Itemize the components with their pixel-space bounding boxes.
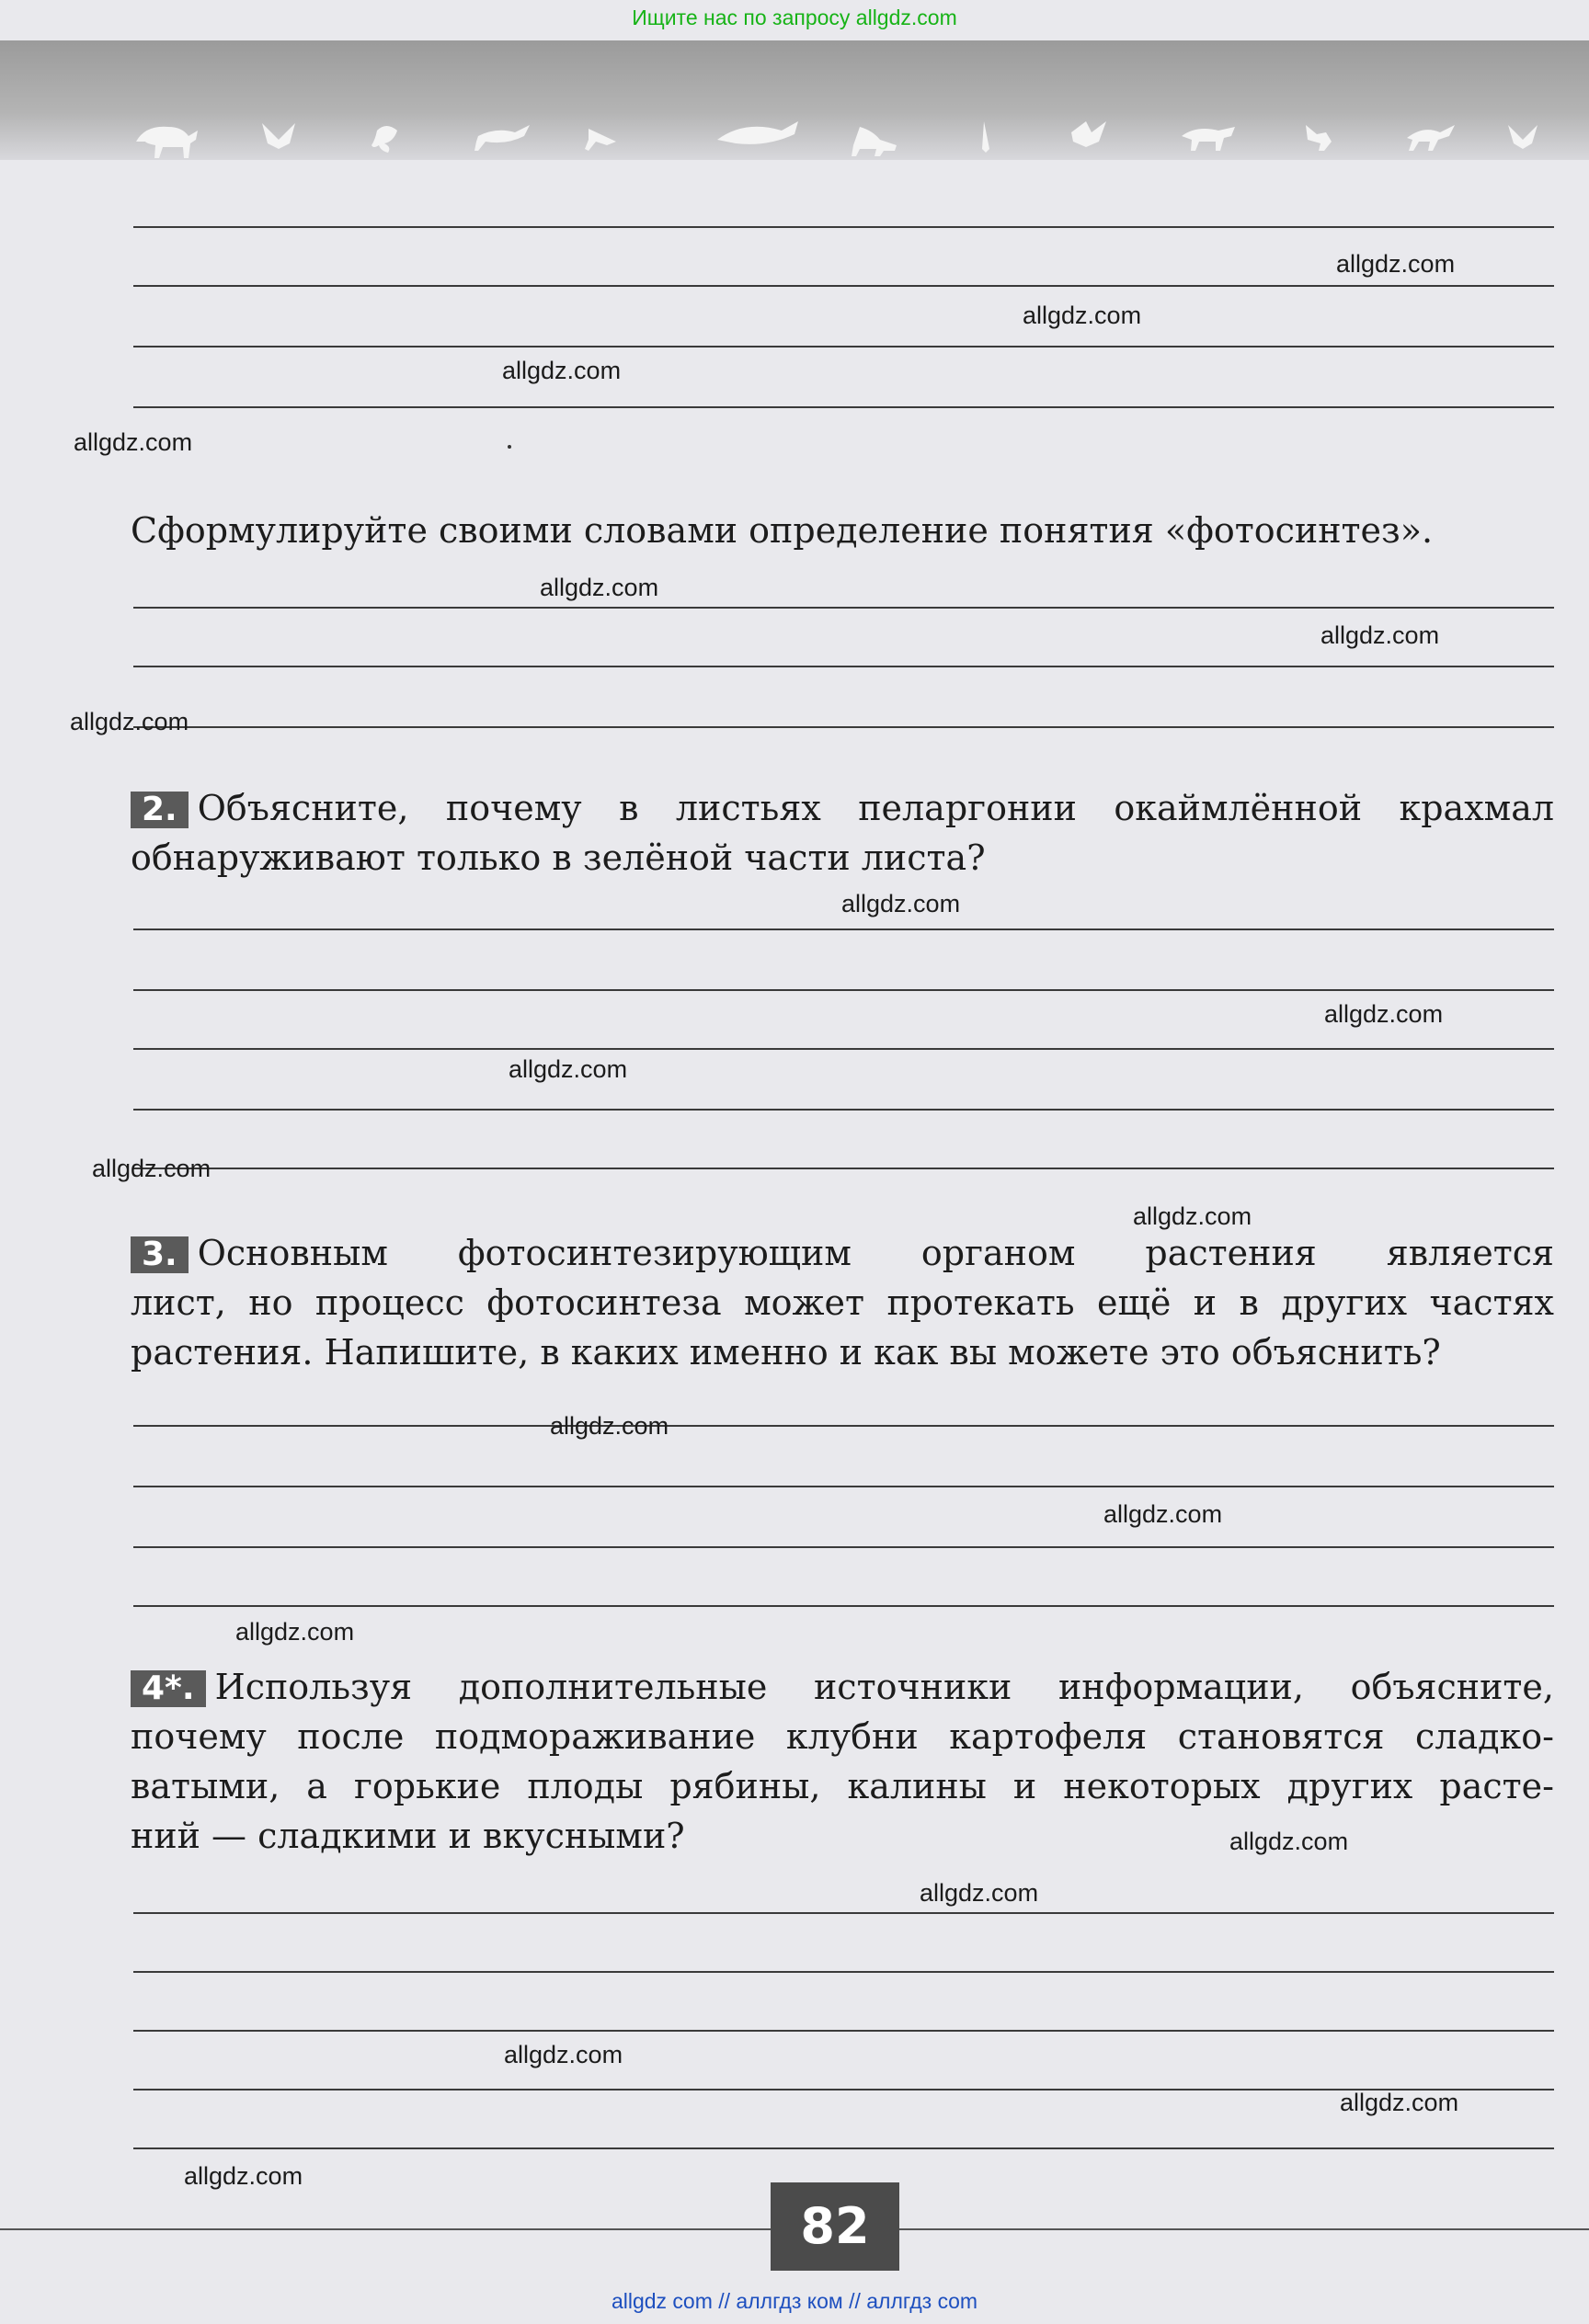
question-2 <box>131 783 1554 883</box>
answer-line[interactable] <box>133 226 1554 228</box>
watermark: allgdz.com <box>74 428 193 456</box>
watermark: allgdz.com <box>184 2162 303 2190</box>
answer-line[interactable] <box>133 2030 1554 2032</box>
watermark: allgdz.com <box>540 574 659 601</box>
question-4-line-2: почему после подмораживание клубни картофеля становятся сладко- <box>131 1716 1554 1757</box>
question-4-line-1: Используя дополнительные источники информации, объясните, <box>214 1667 1554 1707</box>
watermark: allgdz.com <box>1133 1202 1252 1230</box>
watermark: allgdz.com <box>1340 2089 1459 2116</box>
answer-line[interactable] <box>133 1048 1554 1050</box>
watermark: allgdz.com <box>509 1055 628 1083</box>
answer-line[interactable] <box>133 1486 1554 1487</box>
question-4-line-3: ватыми, а горькие плоды рябины, калины и некоторых других расте- <box>131 1766 1554 1806</box>
bottom-site-links[interactable]: allgdz com // аллгдз ком // аллгдз com <box>611 2289 978 2313</box>
stray-dot <box>508 445 511 449</box>
watermark: allgdz.com <box>920 1879 1039 1907</box>
watermark: allgdz.com <box>235 1618 355 1646</box>
answer-line[interactable] <box>133 1425 1554 1427</box>
answer-line[interactable] <box>133 285 1554 287</box>
answer-line[interactable] <box>133 726 1554 728</box>
answer-line[interactable] <box>133 1912 1554 1914</box>
question-3 <box>131 1228 1554 1377</box>
answer-line[interactable] <box>133 346 1554 347</box>
watermark: allgdz.com <box>92 1155 211 1182</box>
question-3-line-2: лист, но процесс фотосинтеза может протекать ещё и в других частях <box>131 1282 1554 1323</box>
answer-line[interactable] <box>133 1605 1554 1607</box>
answer-line[interactable] <box>133 1546 1554 1548</box>
watermark: allgdz.com <box>1023 302 1142 329</box>
watermark: allgdz.com <box>1324 1000 1444 1028</box>
watermark: allgdz.com <box>504 2041 623 2068</box>
question-1 <box>131 506 1554 555</box>
answer-line[interactable] <box>133 1109 1554 1111</box>
question-1-text: Сформулируйте своими словами определение понятия «фотосинтез». <box>131 510 1434 551</box>
answer-line[interactable] <box>133 406 1554 408</box>
question-3-line-1: Основным фотосинтезирующим органом растения является <box>197 1233 1554 1273</box>
answer-line[interactable] <box>133 989 1554 991</box>
top-site-link[interactable]: Ищите нас по запросу allgdz.com <box>632 6 957 29</box>
question-2-number: 2. <box>131 792 189 828</box>
watermark: allgdz.com <box>1103 1500 1223 1528</box>
question-3-number: 3. <box>131 1236 189 1273</box>
watermark: allgdz.com <box>1320 621 1440 649</box>
answer-line[interactable] <box>133 1168 1554 1169</box>
watermark: allgdz.com <box>1229 1828 1349 1855</box>
watermark: allgdz.com <box>1336 250 1456 278</box>
answer-line[interactable] <box>133 2147 1554 2149</box>
watermark: allgdz.com <box>550 1412 669 1440</box>
question-4-line-4: ний — сладкими и вкусными? <box>131 1816 685 1856</box>
watermark: allgdz.com <box>502 357 622 384</box>
question-2-line-1: Объясните, почему в листьях пеларгонии окаймлённой крахмал <box>197 788 1554 828</box>
question-3-line-3: растения. Напишите, в каких именно и как вы можете это объяснить? <box>131 1332 1441 1373</box>
watermark: allgdz.com <box>70 708 189 735</box>
question-4-number: 4*. <box>131 1670 206 1707</box>
watermark: allgdz.com <box>841 890 961 917</box>
page-number: 82 <box>771 2182 899 2271</box>
answer-line[interactable] <box>133 607 1554 609</box>
answer-line[interactable] <box>133 1971 1554 1973</box>
answer-line[interactable] <box>133 928 1554 930</box>
answer-line[interactable] <box>133 666 1554 667</box>
question-2-line-2: обнаруживают только в зелёной части листа? <box>131 837 986 878</box>
